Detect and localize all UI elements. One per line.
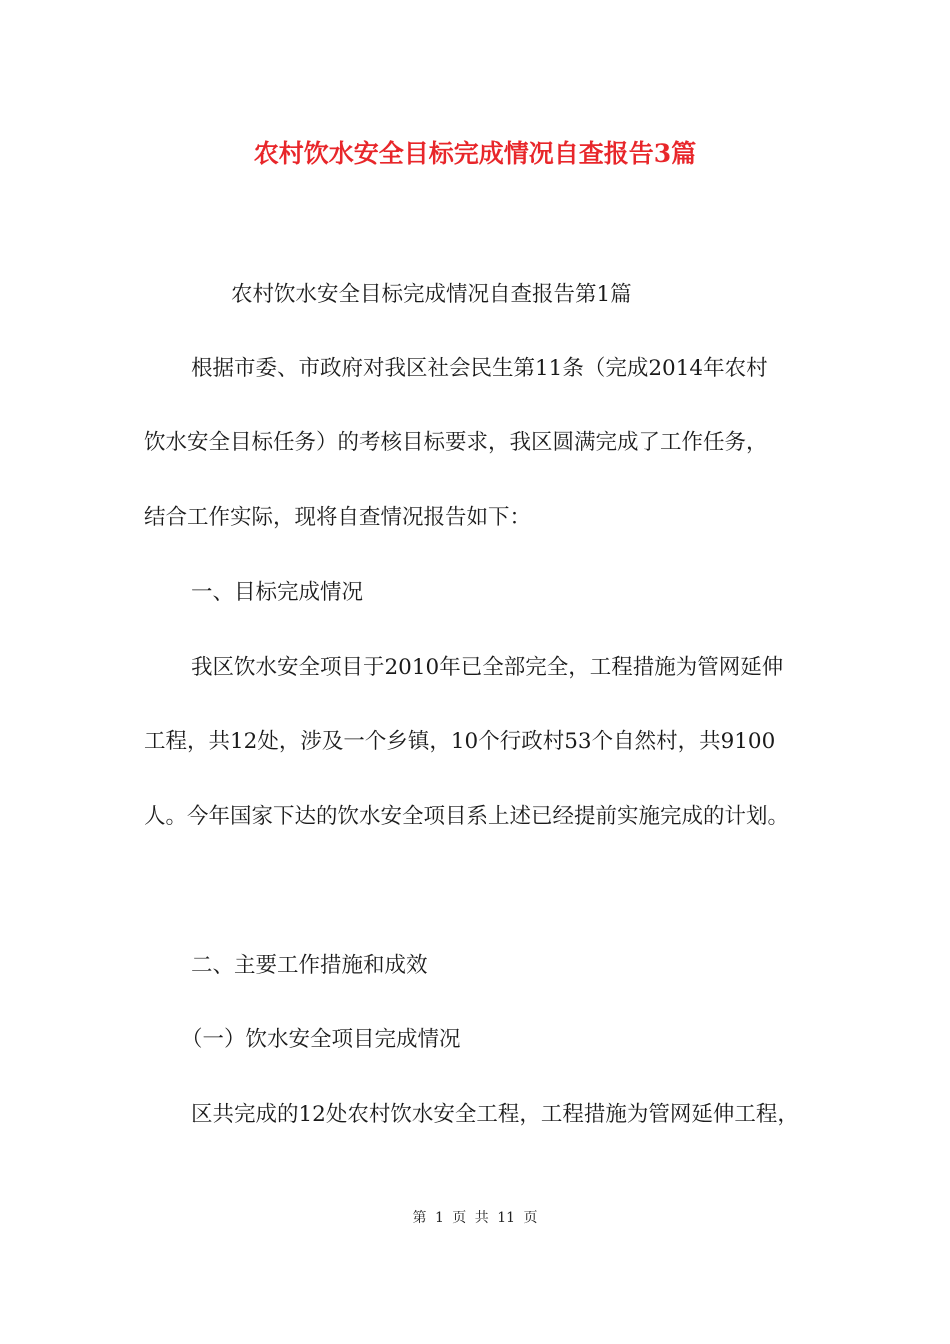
subsection-heading: （一）饮水安全项目完成情况 bbox=[181, 1027, 461, 1052]
paragraph-line: 根据市委、市政府对我区社会民生第11条（完成2014年农村 bbox=[191, 356, 768, 381]
document-title: 农村饮水安全目标完成情况自查报告3篇 bbox=[253, 139, 697, 168]
paragraph-line: 区共完成的12处农村饮水安全工程，工程措施为管网延伸工程， bbox=[191, 1102, 799, 1127]
page-footer: 第 1 页 共 11 页 bbox=[412, 1210, 538, 1226]
paragraph-line: 结合工作实际，现将自查情况报告如下： bbox=[144, 505, 532, 530]
section-heading-part1: 农村饮水安全目标完成情况自查报告第1篇 bbox=[231, 282, 632, 307]
section-heading-measures: 二、主要工作措施和成效 bbox=[191, 953, 428, 978]
paragraph-line: 我区饮水安全项目于2010年已全部完全，工程措施为管网延伸 bbox=[191, 655, 784, 680]
paragraph-line: 饮水安全目标任务）的考核目标要求，我区圆满完成了工作任务， bbox=[144, 430, 768, 455]
paragraph-line: 人。今年国家下达的饮水安全项目系上述已经提前实施完成的计划。 bbox=[144, 804, 790, 829]
paragraph-line: 工程，共12处，涉及一个乡镇，10个行政村53个自然村，共9100 bbox=[144, 729, 776, 754]
section-heading-goals: 一、目标完成情况 bbox=[191, 580, 364, 605]
